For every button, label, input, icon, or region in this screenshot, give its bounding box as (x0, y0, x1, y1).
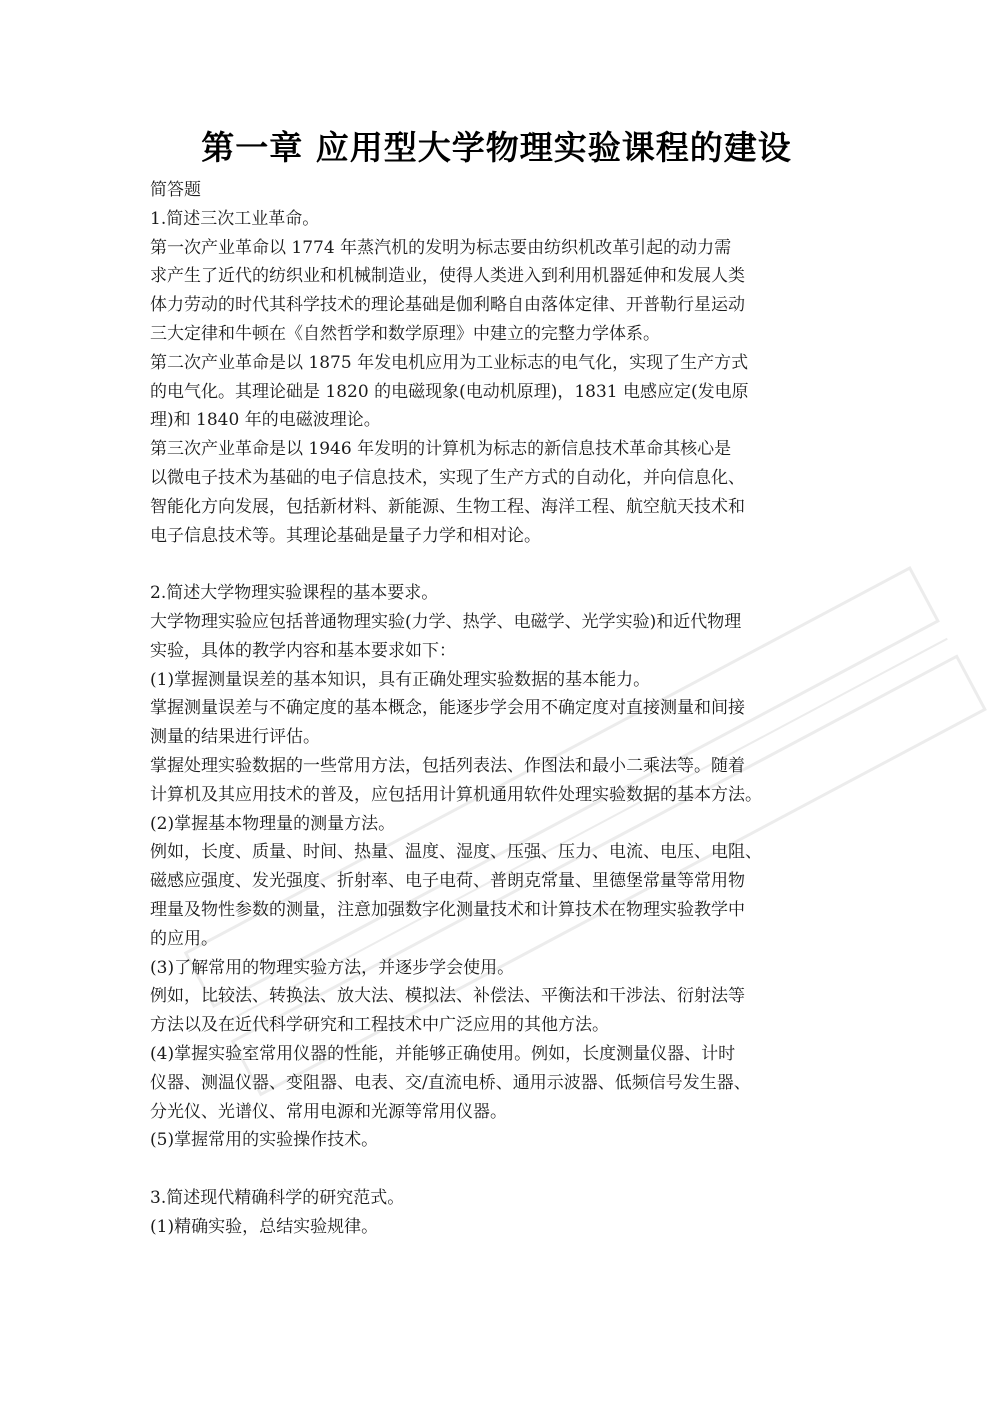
text-line: 方法以及在近代科学研究和工程技术中广泛应用的其他方法。 (150, 1015, 609, 1036)
text-line: 例如，比较法、转换法、放大法、模拟法、补偿法、平衡法和干涉法、衍射法等 (150, 986, 745, 1007)
text-line: (5)掌握常用的实验操作技术。 (150, 1130, 379, 1151)
text-line: 分光仪、光谱仪、常用电源和光源等常用仪器。 (150, 1101, 507, 1122)
text-line: 体力劳动的时代其科学技术的理论基础是伽利略自由落体定律、开普勒行星运动 (150, 295, 745, 316)
text-line: 测量的结果进行评估。 (150, 727, 320, 748)
text-line: 掌握测量误差与不确定度的基本概念，能逐步学会用不确定度对直接测量和间接 (150, 698, 745, 719)
text-line: 第二次产业革命是以 1875 年发电机应用为工业标志的电气化，实现了生产方式 (150, 352, 749, 373)
text-line: (1)精确实验，总结实验规律。 (150, 1216, 379, 1237)
text-line: 仪器、测温仪器、变阻器、电表、交/直流电桥、通用示波器、低频信号发生器、 (150, 1072, 751, 1093)
text-line: 掌握处理实验数据的一些常用方法，包括列表法、作图法和最小二乘法等。随着 (150, 755, 745, 776)
text-line: 磁感应强度、发光强度、折射率、电子电荷、普朗克常量、里德堡常量等常用物 (150, 871, 745, 892)
text-line: 1.简述三次工业革命。 (150, 208, 320, 229)
text-line: 实验，具体的教学内容和基本要求如下： (150, 640, 456, 661)
blank-line (150, 550, 870, 579)
text-line: 三大定律和牛顿在《自然哲学和数学原理》中建立的完整力学体系。 (150, 323, 660, 344)
text-line: (2)掌握基本物理量的测量方法。 (150, 813, 396, 834)
text-line: 2.简述大学物理实验课程的基本要求。 (150, 583, 439, 604)
text-line: 计算机及其应用技术的普及，应包括用计算机通用软件处理实验数据的基本方法。 (150, 784, 762, 805)
blank-line (150, 1155, 870, 1184)
document-body (150, 176, 870, 1241)
text-line: 理量及物性参数的测量，注意加强数字化测量技术和计算技术在物理实验教学中 (150, 899, 745, 920)
text-line: 例如，长度、质量、时间、热量、温度、湿度、压强、压力、电流、电压、电阻、 (150, 842, 762, 863)
chapter-title: 第一章 应用型大学物理实验课程的建设 (201, 128, 792, 167)
text-line: 的电气化。其理论础是 1820 的电磁现象(电动机原理)，1831 电感应定(发电原 (150, 381, 749, 402)
text-line: 智能化方向发展，包括新材料、新能源、生物工程、海洋工程、航空航天技术和 (150, 496, 745, 517)
text-line: 电子信息技术等。其理论基础是量子力学和相对论。 (150, 525, 541, 546)
text-line: 以微电子技术为基础的电子信息技术，实现了生产方式的自动化，并向信息化、 (150, 467, 745, 488)
text-line: 3.简述现代精确科学的研究范式。 (150, 1187, 405, 1208)
text-line: 简答题 (150, 180, 201, 200)
text-line: 第一次产业革命以 1774 年蒸汽机的发明为标志要由纺织机改革引起的动力需 (150, 237, 732, 258)
text-line: 求产生了近代的纺织业和机械制造业，使得人类进入到利用机器延伸和发展人类 (150, 266, 745, 287)
text-line: 大学物理实验应包括普通物理实验(力学、热学、电磁学、光学实验)和近代物理 (150, 611, 742, 632)
text-line: (3)了解常用的物理实验方法，并逐步学会使用。 (150, 957, 515, 978)
text-line: (1)掌握测量误差的基本知识，具有正确处理实验数据的基本能力。 (150, 669, 651, 690)
text-line: 的应用。 (150, 928, 218, 949)
text-line: 理)和 1840 年的电磁波理论。 (150, 410, 381, 431)
text-line: 第三次产业革命是以 1946 年发明的计算机为标志的新信息技术革命其核心是 (150, 439, 732, 460)
text-line: (4)掌握实验室常用仪器的性能，并能够正确使用。例如，长度测量仪器、计时 (150, 1043, 736, 1064)
